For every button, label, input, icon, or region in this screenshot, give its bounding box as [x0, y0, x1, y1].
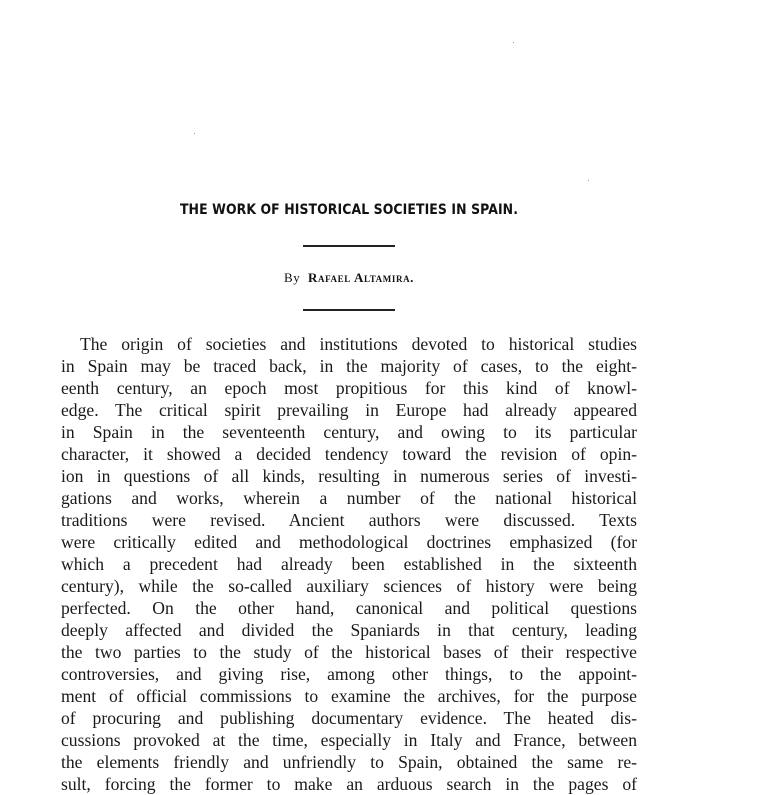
scan-speck: [194, 133, 195, 134]
byline: [0, 270, 698, 286]
body-line: character, it showed a decided tendency toward the revision of opin-: [61, 444, 637, 464]
body-line: edge. The critical spirit prevailing in Europe had already appeared: [61, 400, 637, 420]
byline-author: Rafael Altamira.: [308, 270, 415, 285]
body-line: gations and works, wherein a number of the national historical: [61, 488, 637, 508]
body-line: cussions provoked at the time, especially in Italy and France, between: [61, 730, 637, 750]
article-title: THE WORK OF HISTORICAL SOCIETIES IN SPAIN.: [179, 202, 519, 218]
body-line: of procuring and publishing documentary evidence. The heated dis-: [61, 708, 637, 728]
body-line: The origin of societies and institutions devoted to historical studies: [80, 334, 637, 354]
body-line: were critically edited and methodological doctrines emphasized (for: [61, 532, 637, 552]
byline-divider: [303, 309, 395, 311]
body-line: deeply affected and divided the Spaniards in that century, leading: [61, 620, 637, 640]
body-line: in Spain may be traced back, in the majority of cases, to the eight-: [61, 356, 637, 376]
body-line: traditions were revised. Ancient authors were discussed. Texts: [61, 510, 637, 530]
article-body: [61, 333, 637, 795]
body-line: in Spain in the seventeenth century, and owing to its particular: [61, 422, 637, 442]
body-line: the two parties to the study of the historical bases of their respective: [61, 642, 637, 662]
title-divider: [303, 245, 395, 247]
body-line: eenth century, an epoch most propitious for this kind of knowl-: [61, 378, 637, 398]
scan-speck: [513, 42, 514, 43]
byline-prefix: By: [283, 270, 301, 285]
body-line: sult, forcing the former to make an arduous search in the pages of: [61, 774, 637, 794]
body-line: ment of official commissions to examine the archives, for the purpose: [61, 686, 637, 706]
body-line: controversies, and giving rise, among other things, to the appoint-: [61, 664, 637, 684]
body-line: the elements friendly and unfriendly to Spain, obtained the same re-: [61, 752, 637, 772]
body-line: century), while the so-called auxiliary sciences of history were being: [61, 576, 637, 596]
body-line: which a precedent had already been established in the sixteenth: [61, 554, 637, 574]
body-line: perfected. On the other hand, canonical and political questions: [61, 598, 637, 618]
scan-speck: [588, 180, 589, 181]
body-line: ion in questions of all kinds, resulting in numerous series of investi-: [61, 466, 637, 486]
